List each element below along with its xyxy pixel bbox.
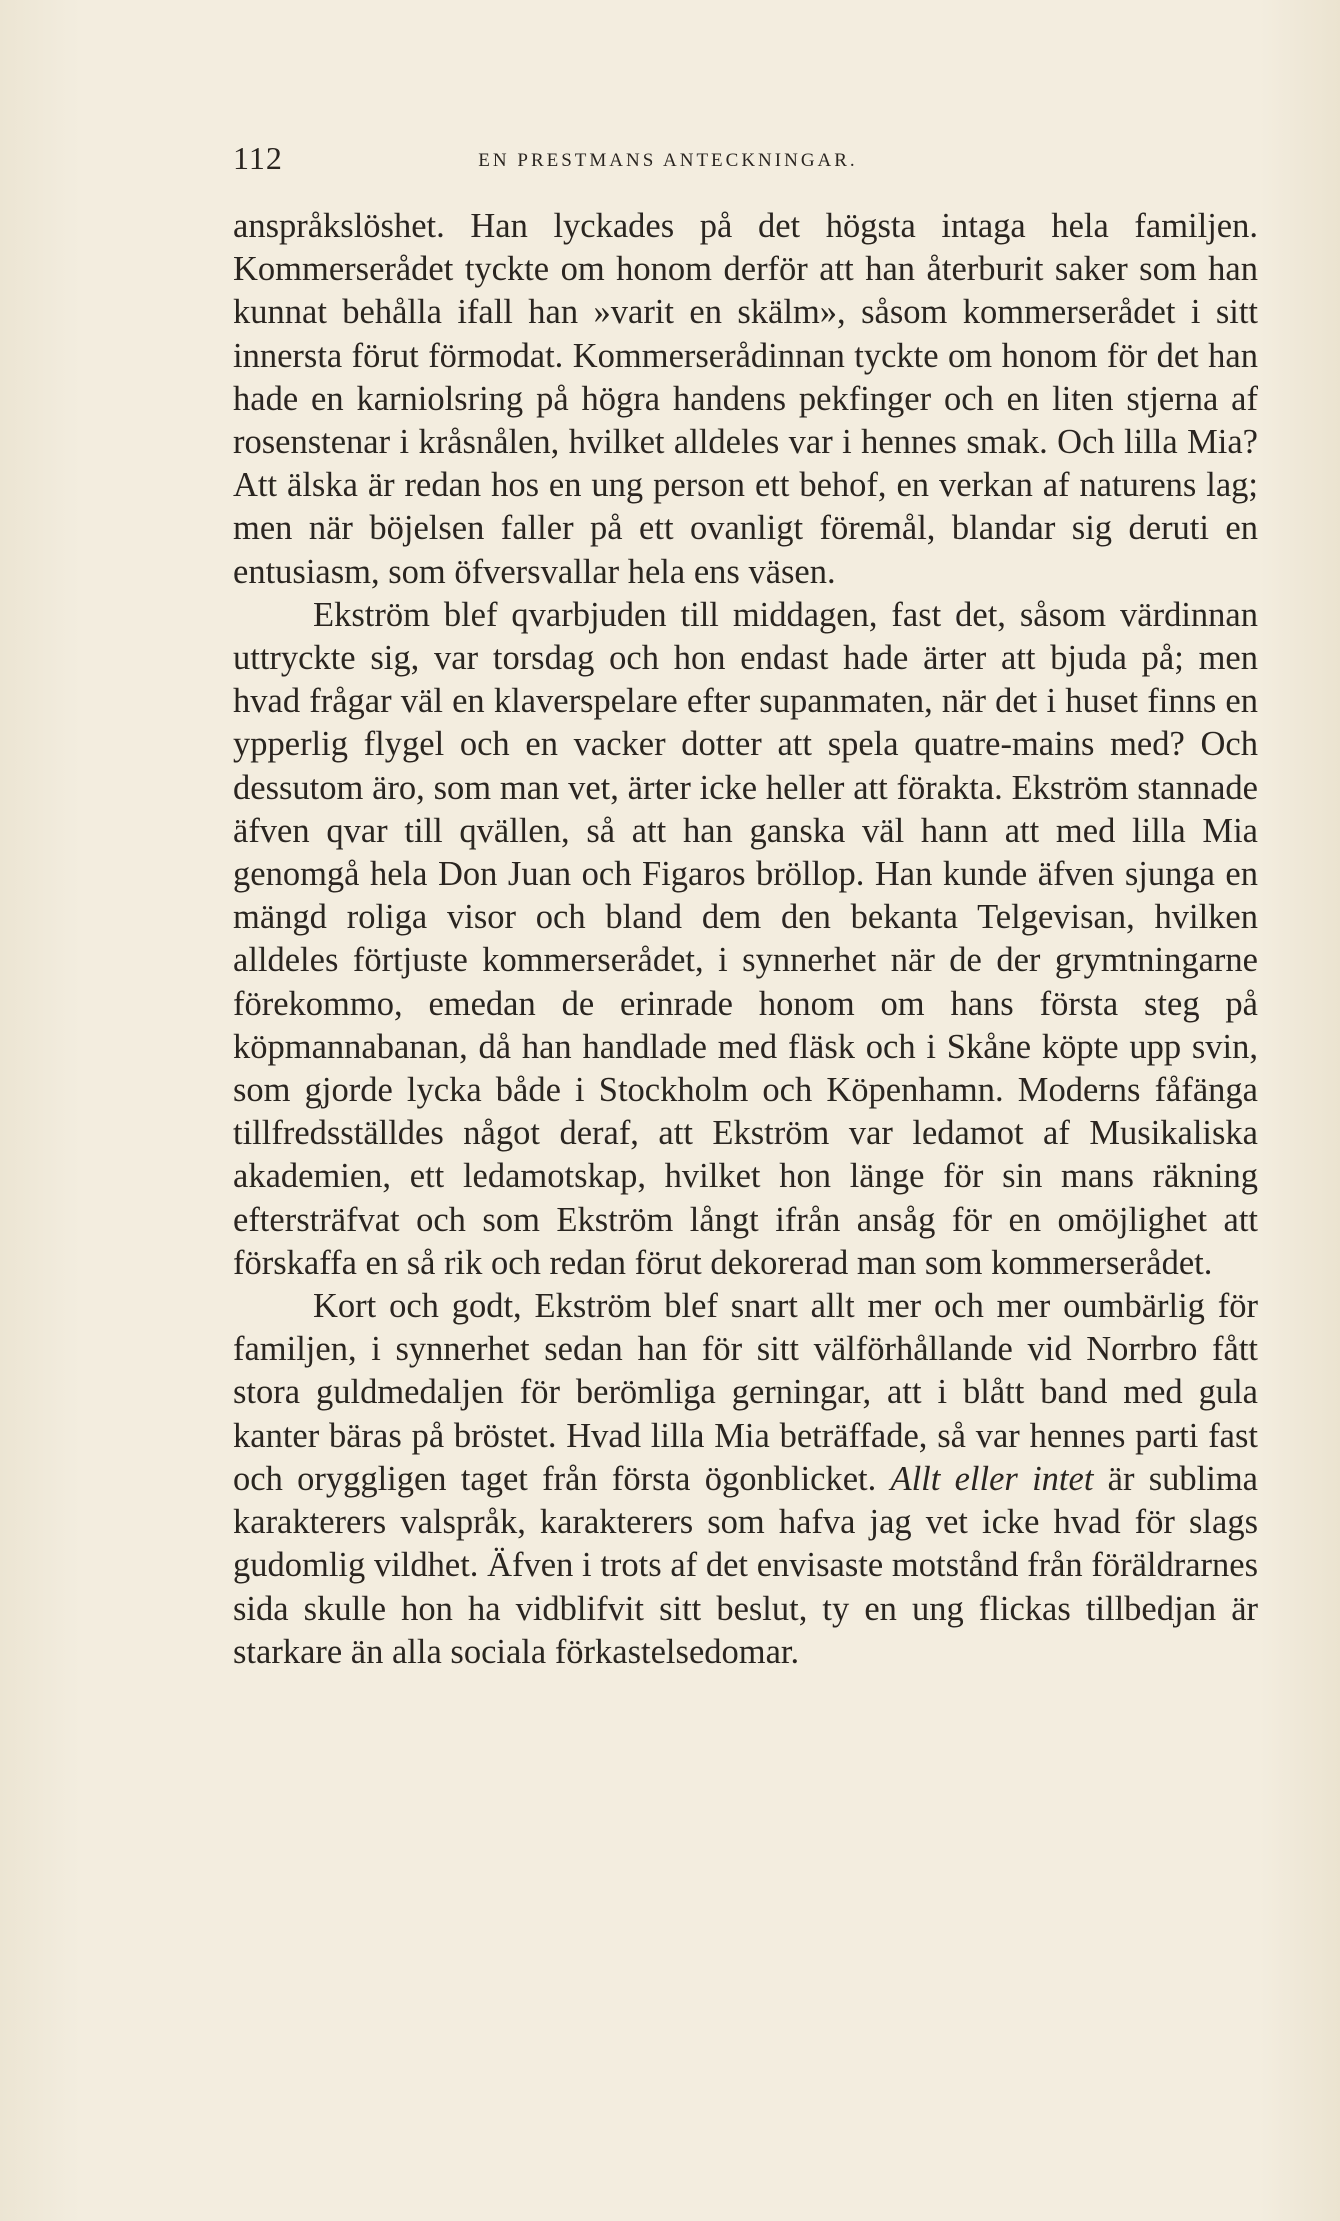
italic-motto: Allt eller intet (890, 1459, 1094, 1498)
body-text (233, 205, 1258, 1674)
page-header (233, 140, 1103, 180)
paragraph-1: anspråkslöshet. Han lyckades på det högsta intaga hela familjen. Kommerserådet tyckte om honom derför att han återburit saker som han kunnat behålla ifall han »varit en skälm», såsom kommerserådet i sitt innersta förut förmodat. Kommerserådinnan tyckte om honom för det han hade en karniolsring på högra handens pekfinger och en liten stjerna af rosenstenar i kråsnålen, hvilket alldeles var i hennes smak. Och lilla Mia? Att älska är redan hos en ung person ett behof, en verkan af naturens lag; men när böjelsen faller på ett ovanligt föremål, blandar sig deruti en entusiasm, som öfversvallar hela ens väsen. (233, 207, 1258, 591)
running-title: EN PRESTMANS ANTECKNINGAR. (478, 150, 858, 171)
page-number: 112 (233, 140, 283, 176)
paragraph-3-text-after: är sublima karakterers valspråk, karakterers som hafva jag vet icke hvad för slags gudomlig vildhet. Äfven i trots af det envisaste motstånd från föräldrarnes sida skulle hon ha vidblifvit sitt beslut, ty en ung flickas tillbedjan är starkare än alla sociala förkastelsedomar. (233, 1459, 1258, 1671)
paragraph-3-text-before: Kort och godt, Ekström blef snart allt mer och mer oumbärlig för familjen, i synnerhet sedan han för sitt välförhållande vid Norrbro fått stora guldmedaljen för berömliga gerningar, att i blått band med gula kanter bäras på bröstet. Hvad lilla Mia beträffade, så var hennes parti fast och oryggligen taget från första ögonblicket. (233, 1287, 1258, 1498)
paragraph-2: Ekström blef qvarbjuden till middagen, fast det, såsom värdinnan uttryckte sig, var torsdag och hon endast hade ärter att bjuda på; men hvad frågar väl en klaverspelare efter supanmaten, när det i huset finns en ypperlig flygel och en vacker dotter att spela quatre-mains med? Och dessutom äro, som man vet, ärter icke heller att förakta. Ekström stannade äfven qvar till qvällen, så att han ganska väl hann att med lilla Mia genomgå hela Don Juan och Figaros bröllop. Han kunde äfven sjunga en mängd roliga visor och bland dem den bekanta Telgevisan, hvilken alldeles förtjuste kommerserådet, i synnerhet när de der grymtningarne förekommo, emedan de erinrade honom om hans första steg på köpmannabanan, då han handlade med fläsk och i Skåne köpte upp svin, som gjorde lycka både i Stockholm och Köpenhamn. Moderns fåfänga tillfredsställdes något deraf, att Ekström var ledamot af Musikaliska akademien, ett ledamotskap, hvilket hon länge för sin mans räkning eftersträfvat och som Ekström långt ifrån ansåg för en omöjlighet att förskaffa en så rik och redan förut dekorerad man som kommerserådet. (233, 595, 1258, 1282)
paragraph-3 (233, 1285, 1258, 1674)
